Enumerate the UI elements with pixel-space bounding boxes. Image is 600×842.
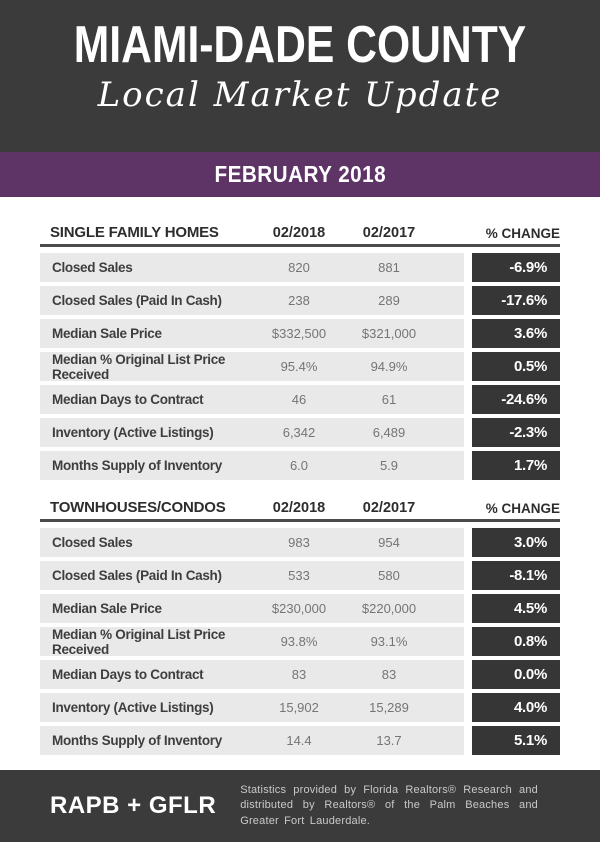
value-current: 15,902 [279,700,319,715]
value-prior: 881 [378,260,400,275]
section-gap [40,484,560,492]
value-prior: $321,000 [361,326,417,341]
value-prior: 5.9 [379,458,399,473]
metric-label: Inventory (Active Listings) [52,700,214,715]
value-prior: 83 [381,667,397,682]
period-band [0,152,600,197]
value-current: 820 [288,260,310,275]
change-badge: 5.1% [472,726,560,755]
column-header-change: % CHANGE [485,226,560,241]
column-header-change: % CHANGE [485,501,560,516]
value-current: 14.4 [286,733,312,748]
change-badge: -8.1% [472,561,560,590]
value-prior: 94.9% [370,359,408,374]
value-prior: 61 [381,392,397,407]
metric-label: Median Days to Contract [52,667,204,682]
header-rule [40,244,560,247]
value-current: 983 [288,535,310,550]
metric-label: Months Supply of Inventory [52,458,222,473]
table-row [40,286,560,315]
brand-logo: RAPB + GFLR [50,792,217,819]
table-row [40,418,560,447]
table-row [40,561,560,590]
masthead [0,0,600,152]
change-badge: 0.5% [472,352,560,381]
page-subtitle: Local Market Update [97,74,503,115]
section-title: TOWNHOUSES/CONDOS [50,499,226,516]
change-badge: -24.6% [472,385,560,414]
table-row [40,627,560,656]
metric-label: Median Sale Price [52,326,162,341]
value-current: 83 [291,667,307,682]
change-badge: 3.6% [472,319,560,348]
column-header-prior: 02/2017 [362,500,416,516]
footer [0,770,600,842]
value-prior: 15,289 [369,700,409,715]
metric-label: Closed Sales (Paid In Cash) [52,293,222,308]
table-row [40,726,560,755]
value-current: 238 [288,293,310,308]
value-prior: 580 [378,568,400,583]
tables-area [0,197,600,755]
value-prior: 954 [378,535,400,550]
value-prior: 289 [378,293,400,308]
value-prior: $220,000 [361,601,417,616]
table-row [40,385,560,414]
table-row [40,660,560,689]
attribution-text: Statistics provided by Florida Realtors® Research and distributed by Realtors® of the Palm Beaches and Greater Fort Lauderdale. [240,783,538,827]
change-badge: 0.0% [472,660,560,689]
page-title: MIAMI-DADE COUNTY [73,16,527,74]
metric-label: Median Sale Price [52,601,162,616]
value-current: $230,000 [271,601,327,616]
change-badge: -17.6% [472,286,560,315]
metric-label: Closed Sales [52,535,133,550]
table-row [40,451,560,480]
value-current: 6.0 [289,458,309,473]
column-header-prior: 02/2017 [362,225,416,241]
metric-label: Median % Original List Price Received [52,351,226,382]
value-current: 95.4% [280,359,318,374]
table-header-single-family [40,217,560,241]
table-row [40,319,560,348]
table-row [40,594,560,623]
column-header-current: 02/2018 [272,500,326,516]
section-title: SINGLE FAMILY HOMES [50,224,219,241]
table-row [40,528,560,557]
metric-label: Closed Sales (Paid In Cash) [52,568,222,583]
value-prior: 93.1% [370,634,408,649]
period-label: FEBRUARY 2018 [214,161,386,187]
header-rule [40,519,560,522]
table-row [40,253,560,282]
change-badge: 0.8% [472,627,560,656]
value-prior: 13.7 [376,733,402,748]
metric-label: Median Days to Contract [52,392,204,407]
value-current: 46 [291,392,307,407]
table-header-townhouses-condos [40,492,560,516]
metric-label: Inventory (Active Listings) [52,425,214,440]
change-badge: -2.3% [472,418,560,447]
change-badge: 4.5% [472,594,560,623]
metric-label: Closed Sales [52,260,133,275]
change-badge: 3.0% [472,528,560,557]
value-prior: 6,489 [372,425,406,440]
value-current: 533 [288,568,310,583]
value-current: $332,500 [271,326,327,341]
value-current: 6,342 [282,425,316,440]
change-badge: 4.0% [472,693,560,722]
change-badge: -6.9% [472,253,560,282]
table-row [40,352,560,381]
metric-label: Median % Original List Price Received [52,626,226,657]
value-current: 93.8% [280,634,318,649]
metric-label: Months Supply of Inventory [52,733,222,748]
column-header-current: 02/2018 [272,225,326,241]
table-row [40,693,560,722]
change-badge: 1.7% [472,451,560,480]
